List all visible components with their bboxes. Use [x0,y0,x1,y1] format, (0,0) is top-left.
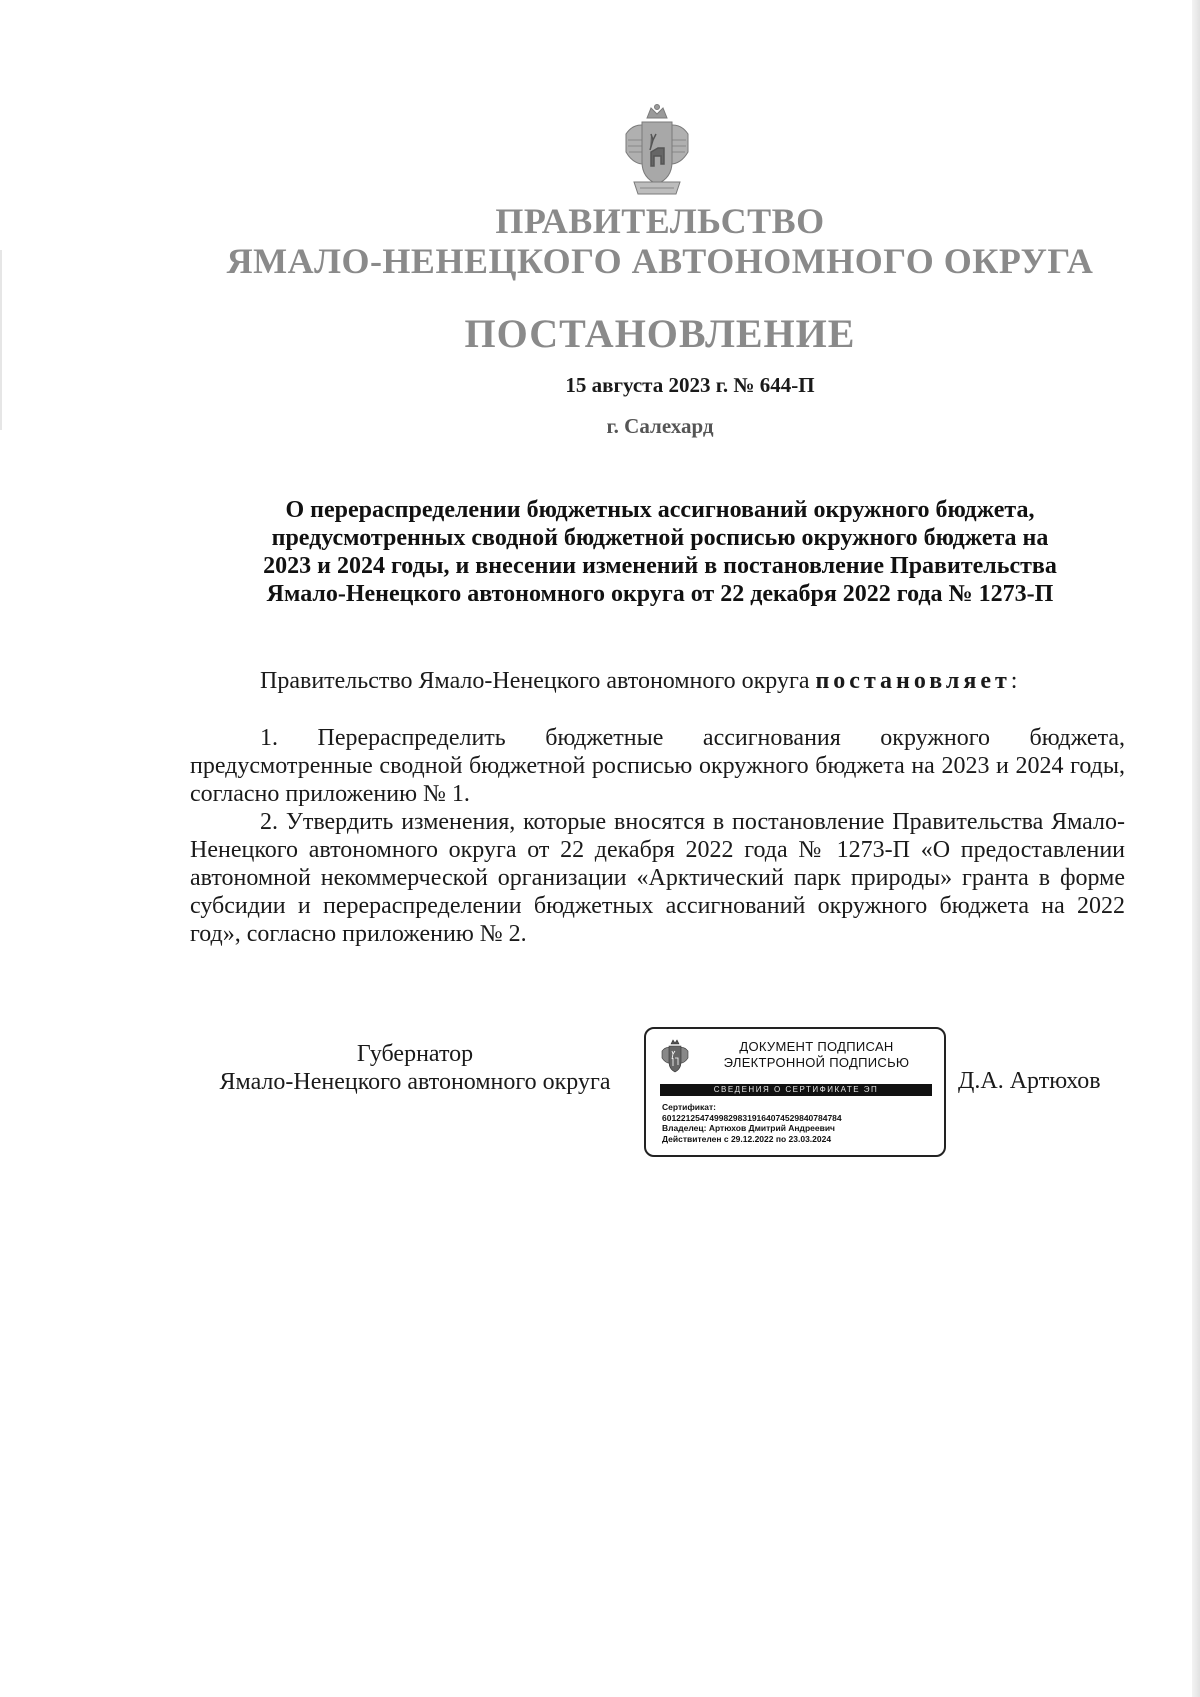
government-name-line1: ПРАВИТЕЛЬСТВО [495,201,825,241]
stamp-certificate-bar: СВЕДЕНИЯ О СЕРТИФИКАТЕ ЭП [660,1084,932,1096]
stamp-cert-label: Сертификат: [662,1102,716,1112]
resolution-item-2: 2. Утвердить изменения, которые вносятся в постановление Правительства Ямало-Ненецкого автономного округа от 22 декабря 2022 года № 1273-П «О предоставлении автономной некоммерческой организации «Арктический парк природы» гранта в форме субсидии и перераспределении бюджетных ассигнований окружного бюджета на 2022 год», согласно приложению № 2. [190,809,1125,947]
coat-of-arms-icon [620,104,694,202]
document-type: ПОСТАНОВЛЕНИЕ [464,311,856,356]
coat-of-arms-icon [660,1039,690,1077]
stamp-owner: Владелец: Артюхов Дмитрий Андреевич [662,1123,835,1133]
stamp-cert-number: 60122125474998298319164074529840784784 [662,1112,842,1123]
stamp-validity: Действителен с 29.12.2022 по 23.03.2024 [662,1133,832,1144]
title-line: предусмотренных сводной бюджетной росписью окружного бюджета на [271,525,1049,551]
title-line: Ямало-Ненецкого автономного округа от 22 декабря 2022 года № 1273-П [266,581,1054,607]
preamble [260,668,1017,695]
stamp-details [662,1102,937,1144]
document-title [200,496,1120,608]
electronic-signature-stamp [644,1027,946,1157]
preamble-text: Правительство Ямало-Ненецкого автономного округа [260,668,816,694]
signer-position [190,1040,640,1096]
resolution-item-1: 1. Перераспределить бюджетные ассигнования окружного бюджета, предусмотренные сводной бюджетной росписью окружного бюджета на 2023 и 2024 годы, согласно приложению № 1. [190,725,1125,807]
stamp-heading [694,1039,939,1071]
stamp-heading-line1: ДОКУМЕНТ ПОДПИСАН [739,1039,894,1054]
government-name-line2: ЯМАЛО-НЕНЕЦКОГО АВТОНОМНОГО ОКРУГА [226,241,1094,281]
signer-position-line2: Ямало-Ненецкого автономного округа [219,1069,611,1095]
preamble-colon: : [1010,668,1018,694]
signer-position-line1: Губернатор [356,1041,474,1067]
preamble-verb: постановляет [815,668,1011,694]
resolution-body [190,724,1125,948]
signer-name: Д.А. Артюхов [958,1068,1101,1094]
title-line: О перераспределении бюджетных ассигнований окружного бюджета, [285,497,1035,523]
document-date-number: 15 августа 2023 г. № 644-П [565,373,815,397]
title-line: 2023 и 2024 годы, и внесении изменений в постановление Правительства [263,553,1057,579]
stamp-heading-line2: ЭЛЕКТРОННОЙ ПОДПИСЬЮ [723,1055,910,1070]
document-city: г. Салехард [606,414,714,438]
